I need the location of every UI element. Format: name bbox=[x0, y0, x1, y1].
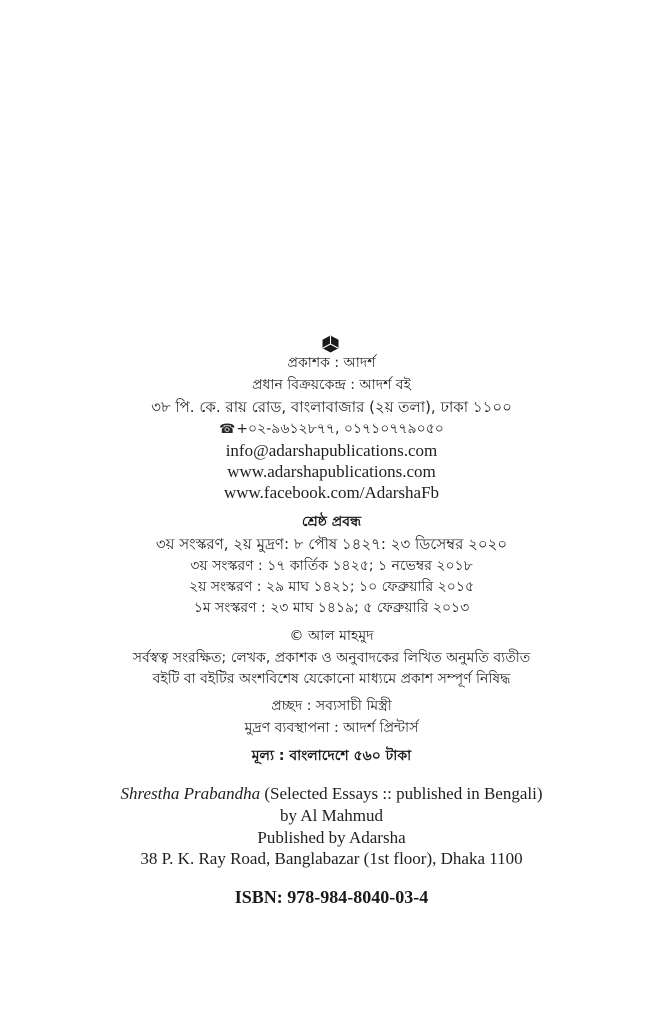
english-address: 38 P. K. Ray Road, Banglabazar (1st floor), Dhaka 1100 bbox=[140, 849, 523, 868]
edition-line-2: ৩য় সংস্করণ : ১৭ কার্তিক ১৪২৫; ১ নভেম্বর ২০১৮ bbox=[190, 558, 473, 574]
phone-line bbox=[0, 422, 663, 436]
publisher-line: প্রকাশক : আদর্শ bbox=[287, 355, 376, 371]
edition-line-4: ১ম সংস্করণ : ২৩ মাঘ ১৪১৯; ৫ ফেব্রুয়ারি ২০১৩ bbox=[193, 600, 470, 616]
printing-credit: মুদ্রণ ব্যবস্থাপনা : আদর্শ প্রিন্টার্স bbox=[244, 720, 419, 736]
rights-notice-line-2: বইটি বা বইটির অংশবিশেষ যেকোনো মাধ্যমে প্রকাশ সম্পূর্ণ নিষিদ্ধ bbox=[152, 671, 511, 687]
english-title: Shrestha Prabandha bbox=[120, 784, 261, 803]
phone-icon: ☎ bbox=[219, 422, 236, 437]
rights-notice-line-1: সর্বস্বত্ব সংরক্ষিত; লেখক, প্রকাশক ও অনুবাদকের লিখিত অনুমতি ব্যতীত bbox=[132, 650, 531, 666]
phone-numbers: +০২-৯৬১২৮৭৭, ০১৭১০৭৭৯০৫০ bbox=[236, 421, 444, 437]
edition-line-1: ৩য় সংস্করণ, ২য় মুদ্রণ: ৮ পৌষ ১৪২৭: ২৩ ডিসেম্বর ২০২০ bbox=[155, 535, 508, 553]
english-publisher: Published by Adarsha bbox=[257, 828, 406, 847]
english-author: by Al Mahmud bbox=[280, 806, 383, 825]
isbn: ISBN: 978-984-8040-03-4 bbox=[234, 887, 429, 907]
copyright-holder: © আল মাহমুদ bbox=[289, 628, 374, 644]
book-title-bn: শ্রেষ্ঠ প্রবন্ধ bbox=[301, 514, 362, 530]
facebook-link[interactable]: www.facebook.com/AdarshaFb bbox=[223, 483, 440, 502]
english-title-line bbox=[0, 785, 663, 802]
english-subtitle: (Selected Essays :: published in Bengali) bbox=[260, 784, 543, 803]
website-link[interactable]: www.adarshapublications.com bbox=[227, 462, 436, 481]
price-line: মূল্য : বাংলাদেশে ৫৬০ টাকা bbox=[251, 748, 412, 764]
email-link[interactable]: info@adarshapublications.com bbox=[225, 441, 438, 460]
sales-center-line: প্রধান বিক্রয়কেন্দ্র : আদর্শ বই bbox=[252, 377, 411, 393]
cover-credit: প্রচ্ছদ : সব্যসাচী মিস্ত্রী bbox=[271, 698, 392, 714]
adarsha-cube-logo-icon bbox=[322, 335, 339, 353]
edition-line-3: ২য় সংস্করণ : ২৯ মাঘ ১৪২১; ১০ ফেব্রুয়ারি ২০১৫ bbox=[188, 579, 475, 595]
address-bn-line: ৩৮ পি. কে. রায় রোড, বাংলাবাজার (২য় তলা), ঢাকা ১১০০ bbox=[151, 398, 512, 416]
